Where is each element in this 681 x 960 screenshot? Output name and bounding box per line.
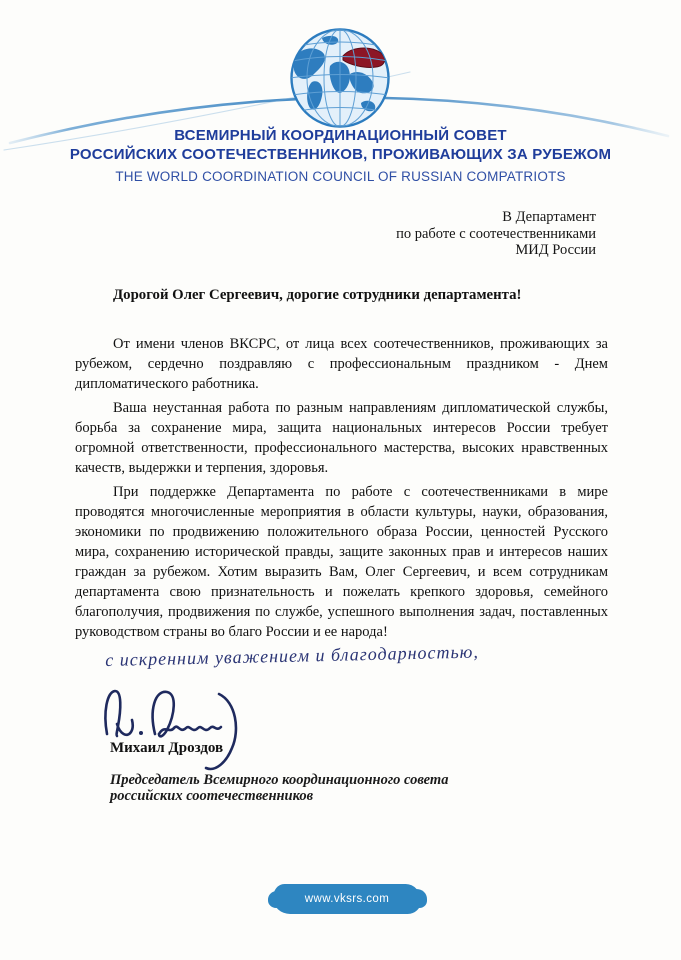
recipient-line-1: В Департамент	[502, 209, 596, 225]
signer-name: Михаил Дроздов	[110, 740, 224, 756]
signature-scrawl-icon	[97, 682, 272, 777]
footer-brush-stroke	[273, 884, 421, 914]
paragraph-2: Ваша неустанная работа по разным направлениям дипломатической службы, борьба за сохранение мира, защита национальных интересов России требует огромной ответственности, профессионального мастерства, высоких нравственных качеств, выдержки и терпения, здоровья.	[75, 400, 608, 476]
paragraph-1: От имени членов ВКСРС, от лица всех соотечественников, проживающих за рубежом, сердечно поздравляю с профессиональным праздником - Днем дипломатического работника.	[75, 336, 608, 392]
org-title-ru-line1: ВСЕМИРНЫЙ КООРДИНАЦИОННЫЙ СОВЕТ	[174, 127, 507, 144]
paragraph-3: При поддержке Департамента по работе с соотечественниками в мире проводятся многочисленные мероприятия в области культуры, науки, образования, экономики по продвижению положительного образа России, ценностей Русского мира, сохранению исторической правды, защите законных прав и интересов наших граждан за рубежом. Хотим выразить Вам, Олег Сергеевич, и всем сотрудникам департамента свою признательность и пожелать крепкого здоровья, семейного благополучия, продвижения по службе, успешного выполнения задач, поставленных руководством страны во благо России и ее народа!	[75, 484, 608, 640]
org-title-russian	[0, 126, 681, 164]
recipient-line-3: МИД России	[515, 242, 596, 258]
signer-title-line2: российских соотечественников	[110, 787, 314, 804]
handwritten-closing: с искренним уважением и благодарностью,	[105, 641, 480, 670]
recipient-block	[396, 209, 596, 259]
org-title-ru-line2: РОССИЙСКИХ СООТЕЧЕСТВЕННИКОВ, ПРОЖИВАЮЩИХ ЗА РУБЕЖОМ	[69, 146, 612, 163]
signature-area	[75, 684, 608, 740]
recipient-line-2: по работе с соотечественниками	[396, 225, 596, 242]
org-title-english: THE WORLD COORDINATION COUNCIL OF RUSSIAN COMPATRIOTS	[115, 169, 566, 184]
letter-body	[75, 287, 608, 804]
website-url: www.vksrs.com	[304, 893, 390, 905]
globe-icon	[288, 26, 392, 130]
signer-title-line1: Председатель Всемирного координационного совета	[110, 772, 449, 788]
salutation: Дорогой Олег Сергеевич, дорогие сотрудники департамента!	[113, 287, 522, 303]
signer-title	[110, 773, 608, 804]
